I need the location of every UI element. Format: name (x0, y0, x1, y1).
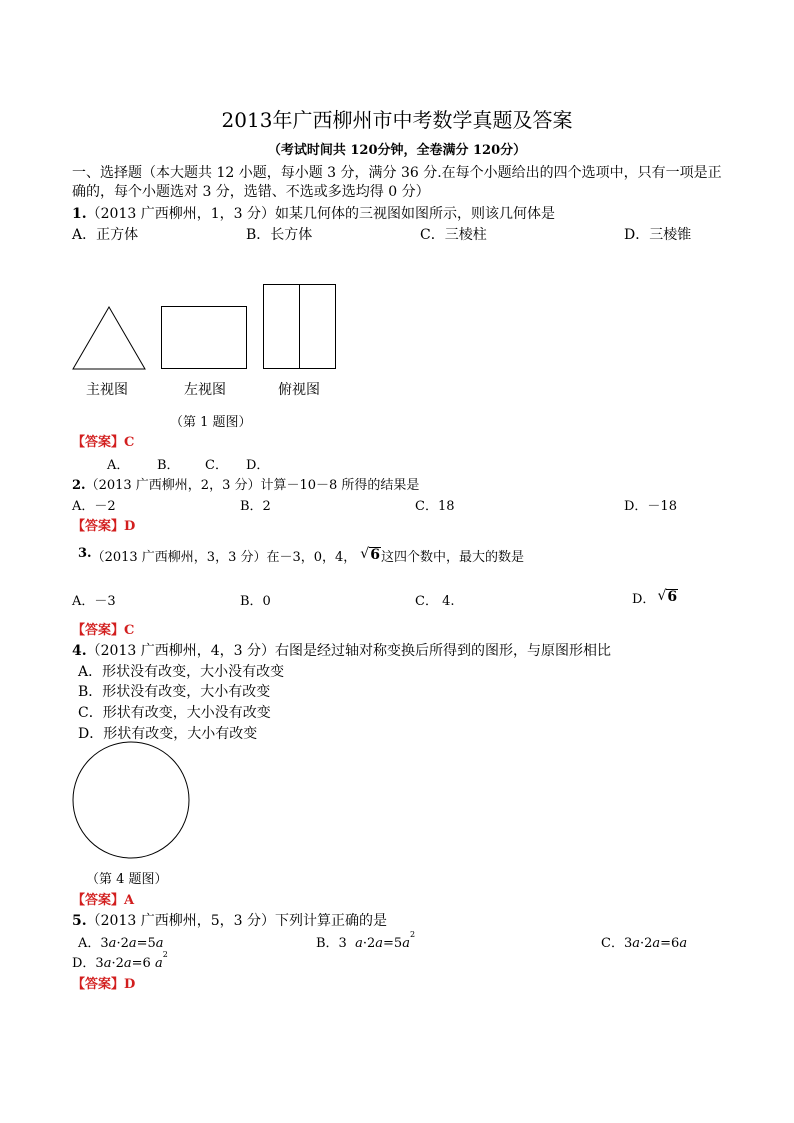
answer-label: 【答案】 (72, 435, 125, 450)
q5-option-a: A．3a·2a=5a (78, 936, 164, 951)
question-1-number: 1. (72, 206, 87, 222)
q3-answer (72, 619, 134, 638)
q4-answer-value: A (124, 893, 135, 908)
q4-answer (72, 889, 134, 908)
question-2 (72, 474, 419, 493)
page-subtitle: （考试时间共 120分钟，全卷满分 120分） (267, 143, 527, 158)
q1-stray-c: C． (205, 458, 228, 473)
q3-option-d (632, 588, 678, 607)
q3-option-b: B．0 (240, 594, 271, 609)
q3-option-c: C． 4. (415, 594, 455, 609)
q4-option-a: A．形状没有改变，大小没有改变 (78, 664, 285, 680)
q5-option-c: C．3a·2a=6a (601, 936, 688, 951)
question-3-text: （2013 广西柳州，3，3 分）在－3，0，4， (91, 550, 357, 565)
q2-option-b: B．2 (240, 499, 271, 514)
q3-option-a: A．－3 (72, 594, 116, 609)
circle-shape (73, 742, 189, 858)
q1-option-c: C．三棱柱 (420, 227, 487, 243)
q5-answer-value: D (124, 977, 136, 992)
q3-answer-value: C (124, 623, 135, 638)
q3-option-d-label: D． (632, 592, 656, 607)
answer-label: 【答案】 (72, 519, 125, 534)
answer-label: 【答案】 (72, 893, 125, 908)
answer-label: 【答案】 (72, 977, 125, 992)
sqrt-6-expression: √ 6 (360, 546, 380, 563)
q2-option-a: A．－2 (72, 499, 116, 514)
q1-option-d: D．三棱锥 (624, 227, 692, 243)
question-4 (72, 640, 611, 660)
q5-answer (72, 973, 135, 992)
question-3 (78, 546, 524, 565)
q1-stray-a: A． (107, 458, 130, 473)
q1-answer-value: C (124, 435, 135, 450)
q4-option-d: D．形状有改变，大小有改变 (78, 726, 258, 742)
side-view-rectangle (162, 307, 247, 369)
q1-option-b: B．长方体 (246, 227, 313, 243)
question-4-number: 4. (72, 643, 87, 659)
q4-option-b: B．形状没有改变，大小有改变 (78, 684, 271, 700)
question-5-text: （2013 广西柳州，5，3 分）下列计算正确的是 (86, 913, 387, 929)
q3-option-d-sqrt: √ 6 (657, 588, 678, 605)
question-2-text: （2013 广西柳州，2，3 分）计算－10－8 所得的结果是 (85, 478, 420, 493)
top-view-label: 俯视图 (278, 382, 320, 398)
side-view-label: 左视图 (184, 382, 226, 398)
question-3-number: 3. (78, 546, 92, 561)
q2-answer-value: D (124, 519, 136, 534)
question-1 (72, 203, 555, 223)
question-5 (72, 910, 387, 930)
q2-option-c: C．18 (415, 499, 455, 514)
q2-option-d: D．－18 (624, 499, 677, 514)
q1-option-a: A．正方体 (72, 227, 139, 243)
front-view-label: 主视图 (86, 382, 128, 398)
q5-option-d: D．3a·2a=6 $a^2$ (72, 950, 168, 971)
q1-stray-b: B． (157, 458, 180, 473)
q4-circle-figure (70, 740, 195, 862)
question-4-text: （2013 广西柳州，4，3 分）右图是经过轴对称变换后所得到的图形，与原图形相比 (86, 643, 611, 659)
q4-figure-caption: （第 4 题图） (86, 872, 168, 887)
question-1-text: （2013 广西柳州，1，3 分）如某几何体的三视图如图所示，则该几何体是 (86, 206, 555, 222)
q4-option-c: C．形状有改变，大小没有改变 (78, 705, 271, 721)
q2-answer (72, 515, 135, 534)
front-view-triangle (73, 307, 145, 369)
q1-figure-caption: （第 1 题图） (170, 415, 252, 430)
question-2-number: 2. (72, 478, 86, 493)
q5-option-b: B．3 $a\cdot 2a=5a^2$ (316, 930, 416, 951)
answer-label: 【答案】 (72, 623, 125, 638)
q1-stray-d: D． (246, 458, 270, 473)
question-5-number: 5. (72, 913, 87, 929)
section-instructions-line-2: 确的，每个小题选对 3 分，选错、不选或多选均得 0 分） (72, 184, 430, 200)
q1-three-views-figure (70, 280, 345, 375)
q1-answer (72, 431, 134, 450)
section-instructions-line-1: 一、选择题（本大题共 12 小题，每小题 3 分，满分 36 分.在每个小题给出的四个选项中，只有一项是正 (72, 165, 722, 181)
page-title: 2013年广西柳州市中考数学真题及答案 (221, 108, 573, 132)
question-3-text-after: 这四个数中，最大的数是 (380, 550, 524, 565)
